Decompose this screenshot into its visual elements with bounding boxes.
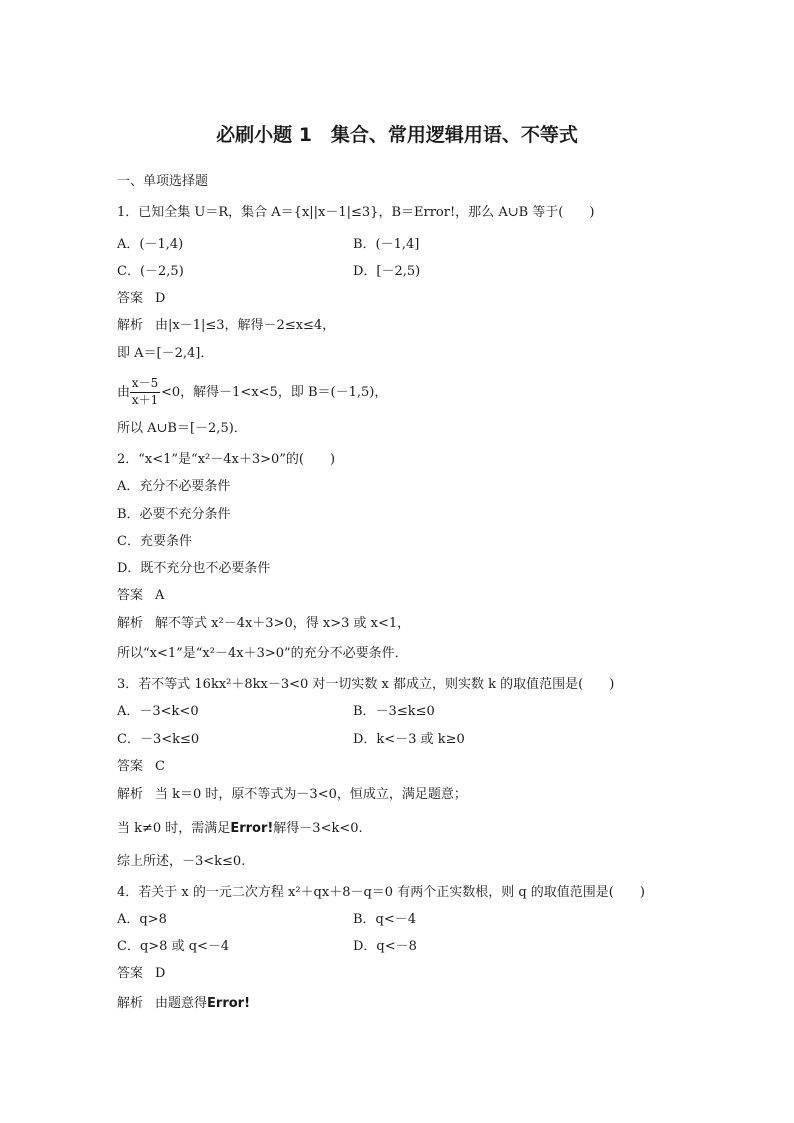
q1-analysis-line [117,317,335,335]
q4-stem: 4．若关于 x 的一元二次方程 x²＋qx＋8－q＝0 有两个正实数根，则 q 的取值范围是( ) [117,885,645,900]
q1-option-d: D．[－2,5) [353,264,421,279]
analysis-label: 解析 [117,318,144,333]
q1-option-b: B．(－1,4] [353,237,420,252]
q2-analysis-line2: 所以“x<1”是“x²－4x＋3>0”的充分不必要条件． [117,646,408,661]
q2-option-a: A．充分不必要条件 [117,479,231,494]
analysis-label: 解析 [117,787,144,802]
q2-stem: 2．“x<1”是“x²－4x＋3>0”的( ) [117,452,336,467]
q1-option-a: A．(－1,4) [117,237,184,252]
q2-analysis: 解不等式 x²－4x＋3>0，得 x>3 或 x<1， [155,616,411,631]
q2-option-b: B．必要不充分条件 [117,507,231,522]
q1-analysis-line3: <0，解得－1<x<5，即 B＝(－1,5)， [161,385,388,400]
q3-analysis-line2-prefix: 当 k≠0 时，需满足 [117,821,231,836]
q4-option-c: C．q>8 或 q<－4 [117,939,230,954]
q4-option-d: D．q<－8 [353,939,417,954]
page-title: 必刷小题 1 集合、常用逻辑用语、不等式 [216,124,578,146]
q3-option-b: B．－3≤k≤0 [353,704,435,719]
q3-answer: C [155,759,165,774]
q3-stem: 3．若不等式 16kx²＋8kx－3<0 对一切实数 x 都成立，则实数 k 的取值范围是( ) [117,677,615,692]
q3-analysis-line2-suffix: 解得－3<k<0. [273,821,363,836]
q3-option-c: C．－3<k≤0 [117,732,200,747]
q2-option-d: D．既不充分也不必要条件 [117,561,271,576]
q4-analysis-line [117,995,250,1013]
q3-answer-line [117,758,165,776]
q1-option-c: C．(－2,5) [117,264,184,279]
q4-error-marker: Error! [207,996,251,1011]
q1-fraction-numerator: x－5 [130,376,160,393]
answer-label: 答案 [117,759,144,774]
q4-analysis-prefix: 由题意得 [155,996,208,1011]
q1-frac-prefix: 由 [117,385,131,400]
q2-answer-line [117,587,164,605]
q2-analysis-line [117,615,410,633]
q3-analysis-line2 [117,820,363,838]
answer-label: 答案 [117,291,144,306]
analysis-label: 解析 [117,996,144,1011]
q1-answer: D [155,291,166,306]
q3-analysis-line [117,786,467,804]
q4-answer-line [117,965,165,983]
q1-fraction-denominator: x＋1 [131,393,159,407]
q1-analysis-line4: 所以 A∪B＝[－2,5)． [117,421,247,436]
q3-analysis: 当 k＝0 时，原不等式为－3<0，恒成立，满足题意； [155,787,467,802]
analysis-label: 解析 [117,616,144,631]
q4-option-a: A．q>8 [117,912,167,927]
q1-fraction [130,376,160,408]
answer-label: 答案 [117,588,144,603]
q1-analysis-line2: 即 A＝[－2,4]． [117,346,214,361]
q2-option-c: C．充要条件 [117,534,192,549]
q3-analysis-line3: 综上所述，－3<k≤0. [117,854,246,869]
q2-answer: A [155,588,165,603]
q4-option-b: B．q<－4 [353,912,417,927]
q4-answer: D [155,966,166,981]
section-heading: 一、单项选择题 [117,174,209,189]
q3-option-a: A．－3<k<0 [117,704,199,719]
q1-answer-line [117,290,165,308]
q1-stem: 1．已知全集 U＝R，集合 A＝{x||x－1|≤3}，B＝Error!，那么 A∪B 等于( ) [117,205,595,220]
q3-error-marker: Error! [230,821,274,836]
answer-label: 答案 [117,966,144,981]
q3-option-d: D．k<－3 或 k≥0 [353,732,465,747]
q1-analysis: 由|x－1|≤3，解得－2≤x≤4， [155,318,336,333]
